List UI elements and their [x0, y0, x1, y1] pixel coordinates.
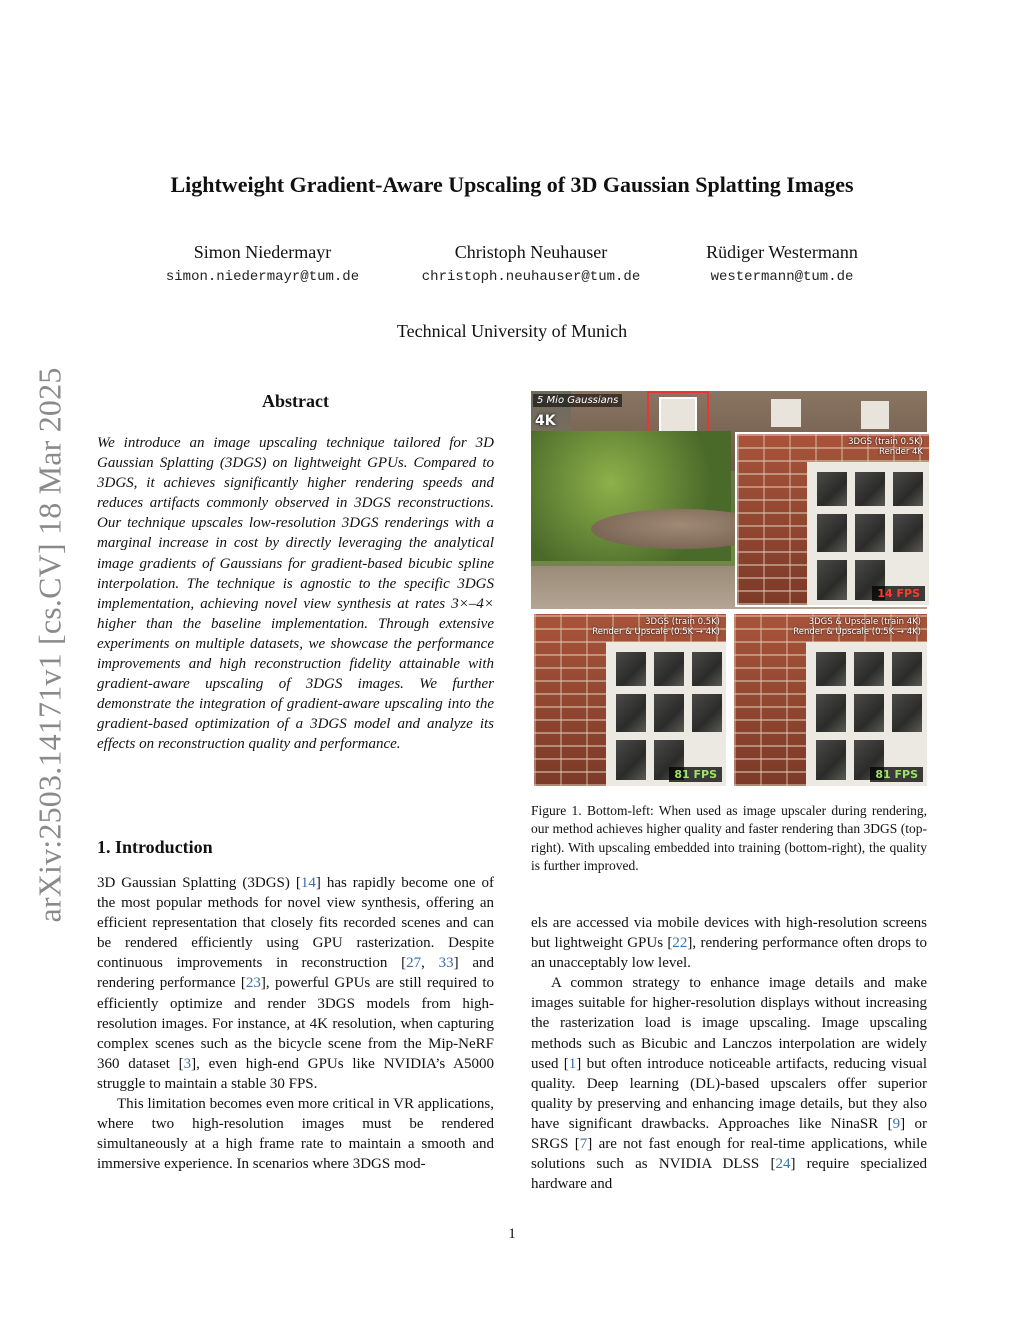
panel-label: 3DGS & Upscale (train 4K) Render & Upscale (0.5K → 4K) [793, 617, 921, 637]
citation-3[interactable]: 3 [183, 1055, 192, 1072]
author-email: christoph.neuhauser@tum.de [421, 269, 641, 285]
inset-3dgs-render-4k [735, 432, 931, 607]
citation-33[interactable]: 33 [438, 955, 454, 972]
right-paragraph-1: els are accessed via mobile devices with high-resolution screens but lightweight GPUs [22], rendering performance often drops to an unacceptably low level. [531, 915, 927, 972]
fps-badge: 81 FPS [669, 767, 722, 782]
figure-caption: Figure 1. Bottom-left: When used as image upscaler during rendering, our method achieves higher quality and faster rendering than 3DGS (top-right). With upscaling embedded into training (bottom-right), the quality is further improved. [531, 803, 927, 873]
main-image-label: 5 Mio Gaussians [533, 394, 622, 407]
author-email: simon.niedermayr@tum.de [165, 269, 360, 285]
author-1 [145, 242, 380, 285]
citation-23[interactable]: 23 [245, 975, 261, 992]
fps-badge: 14 FPS [872, 586, 925, 601]
citation-24[interactable]: 24 [775, 1156, 791, 1173]
author-name: Simon Niedermayr [193, 242, 332, 262]
citation-14[interactable]: 14 [300, 875, 316, 891]
citation-7[interactable]: 7 [579, 1136, 588, 1153]
author-name: Christoph Neuhauser [454, 242, 608, 262]
author-2 [402, 242, 660, 285]
abstract-text: We introduce an image upscaling technique tailored for 3D Gaussian Splatting (3DGS) on lightweight GPUs. Compared to 3DGS, it achieves significantly higher rendering speeds and reduces artifacts commonly observed in 3DGS reconstructions. Our technique upscales low-resolution 3DGS renderings with a marginal increase in cost by directly leveraging the analytical image gradients of Gaussians for gradient-based bicubic spline interpolation. The technique is agnostic to the specific 3DGS implementation, achieving novel view synthesis at rates 3×–4× higher than the baseline implementation. Through extensive experiments on multiple datasets, we showcase the performance improvements and high reconstruction fidelity attainable with gradient-aware upscaling of 3DGS images. We further demonstrate the integration of gradient-aware upscaling into the gradient-based optimization of a 3DGS model and analyze its effects on reconstruction quality and performance. [97, 435, 494, 753]
arxiv-identifier: arXiv:2503.14171v1 [cs.CV] 18 Mar 2025 [31, 367, 68, 923]
inset-label: 3DGS (train 0.5K) Render 4K [848, 437, 923, 457]
citation-27[interactable]: 27 [406, 955, 422, 972]
figure-1 [531, 391, 927, 786]
author-email: westermann@tum.de [710, 269, 854, 285]
paper-title: Lightweight Gradient-Aware Upscaling of 3D Gaussian Splatting Images [170, 172, 854, 197]
citation-9[interactable]: 9 [892, 1115, 901, 1132]
intro-paragraph-1: 3D Gaussian Splatting (3DGS) [14] has rapidly become one of the most popular methods for novel view synthesis, offering an efficient representation that closely fits recorded scenes and can be rendered efficiently using GPU rasterization. Despite continuous improvements in reconstruction [27, 33] and rendering performance [23], powerful GPUs are still required to efficiently optimize and render 3DGS models from high-resolution images. For instance, at 4K resolution, when capturing complex scenes such as the bicycle scene from the Mip-NeRF 360 dataset [3], even high-end GPUs like NVIDIA’s A5000 struggle to maintain a stable 30 FPS. [97, 875, 495, 1092]
fps-badge: 81 FPS [870, 767, 923, 782]
affiliation: Technical University of Munich [396, 321, 628, 341]
page-number: 1 [508, 1226, 516, 1242]
intro-column-right [531, 913, 927, 1194]
main-image-resolution: 4K [535, 413, 556, 429]
panel-train-upscale [733, 613, 928, 787]
right-paragraph-2: A common strategy to enhance image details and make images suitable for higher-resolution displays without increasing the rasterization load is image upscaling. Image upscaling methods such as Bicubic and Lanczos interpolation are widely used [1] but often introduce noticeable artifacts, reducing visual quality. Deep learning (DL)-based upscalers offer superior quality by preserving and enhancing image details, but they also have significant drawbacks. Approaches like NinaSR [9] or SRGS [7] are not fast enough for real-time applications, while solutions such as NVIDIA DLSS [24] require specialized hardware and [531, 975, 927, 1193]
intro-column-left [97, 873, 494, 1174]
panel-render-upscale [533, 613, 727, 787]
citation-1[interactable]: 1 [568, 1055, 577, 1072]
intro-paragraph-2: This limitation becomes even more critical in VR applications, where two high-resolution images must be rendered simultaneously at a high frame rate to maintain a smooth and immersive experience. In scenarios where 3DGS mod- [97, 1096, 494, 1173]
author-3 [683, 242, 881, 285]
section-heading-introduction: 1. Introduction [97, 837, 213, 857]
panel-label: 3DGS (train 0.5K) Render & Upscale (0.5K → 4K) [592, 617, 720, 637]
author-name: Rüdiger Westermann [706, 242, 858, 262]
citation-22[interactable]: 22 [672, 935, 688, 952]
abstract-heading: Abstract [262, 391, 329, 411]
